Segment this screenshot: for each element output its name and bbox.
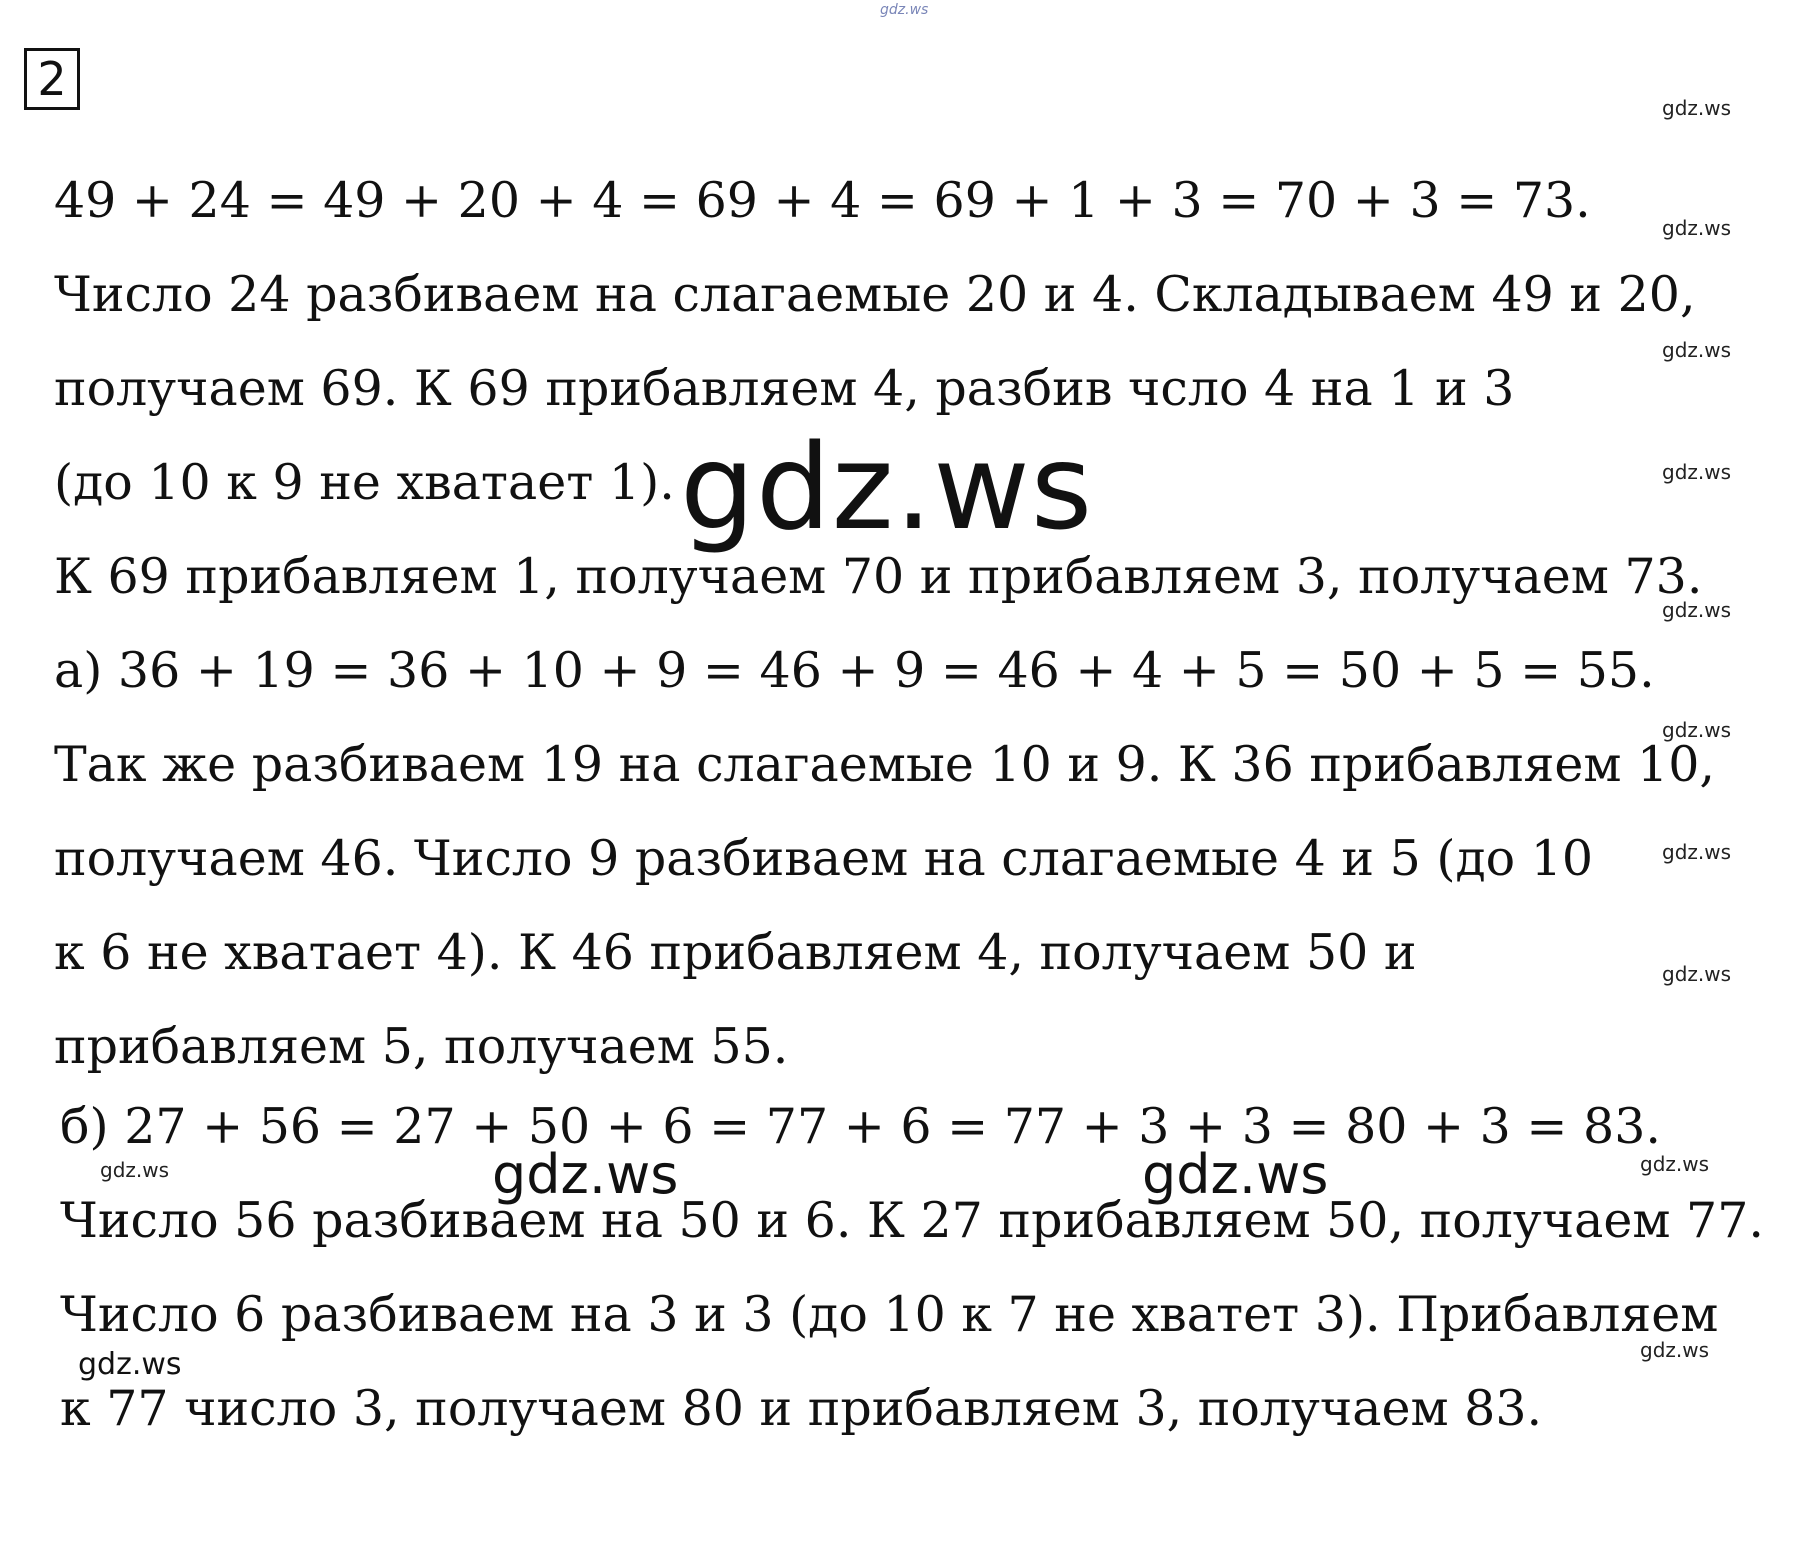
watermark-margin-9: gdz.ws <box>1640 1152 1710 1176</box>
watermark-margin-6: gdz.ws <box>1662 718 1732 742</box>
watermark-margin-5: gdz.ws <box>1662 598 1732 622</box>
solution-line-11: б) 27 + 56 = 27 + 50 + 6 = 77 + 6 = 77 + 3 + 3 = 80 + 3 = 83. <box>60 1098 1661 1155</box>
solution-line-4: (до 10 к 9 не хватает 1). <box>54 454 675 511</box>
watermark-margin-10: gdz.ws <box>100 1158 170 1182</box>
watermark-margin-8: gdz.ws <box>1662 962 1732 986</box>
watermark-margin-4: gdz.ws <box>1662 460 1732 484</box>
solution-line-3: получаем 69. К 69 прибавляем 4, разбив чсло 4 на 1 и 3 <box>54 360 1515 417</box>
watermark-large: gdz.ws <box>680 418 1094 556</box>
watermark-bottom-left: gdz.ws <box>78 1347 182 1382</box>
solution-line-13: Число 6 разбиваем на 3 и 3 (до 10 к 7 не хватет 3). Прибавляем <box>60 1286 1719 1343</box>
watermark-medium-left: gdz.ws <box>492 1143 679 1206</box>
watermark-margin-2: gdz.ws <box>1662 216 1732 240</box>
solution-line-8: получаем 46. Число 9 разбиваем на слагаемые 4 и 5 (до 10 <box>54 830 1594 887</box>
watermark-margin-1: gdz.ws <box>1662 96 1732 120</box>
solution-line-2: Число 24 разбиваем на слагаемые 20 и 4. Складываем 49 и 20, <box>54 266 1696 323</box>
solution-line-6: а) 36 + 19 = 36 + 10 + 9 = 46 + 9 = 46 + 4 + 5 = 50 + 5 = 55. <box>54 642 1655 699</box>
task-number-box: 2 <box>24 48 80 110</box>
solution-line-12: Число 56 разбиваем на 50 и 6. К 27 прибавляем 50, получаем 77. <box>60 1192 1764 1249</box>
watermark-margin-11: gdz.ws <box>1640 1338 1710 1362</box>
solution-line-9: к 6 не хватает 4). К 46 прибавляем 4, получаем 50 и <box>54 924 1417 981</box>
watermark-medium-right: gdz.ws <box>1142 1143 1329 1206</box>
solution-line-10: прибавляем 5, получаем 55. <box>54 1018 789 1075</box>
solution-line-5: К 69 прибавляем 1, получаем 70 и прибавляем 3, получаем 73. <box>54 548 1703 605</box>
solution-line-14: к 77 число 3, получаем 80 и прибавляем 3, получаем 83. <box>60 1380 1543 1437</box>
solution-line-7: Так же разбиваем 19 на слагаемые 10 и 9. К 36 прибавляем 10, <box>54 736 1715 793</box>
watermark-margin-7: gdz.ws <box>1662 840 1732 864</box>
solution-line-1: 49 + 24 = 49 + 20 + 4 = 69 + 4 = 69 + 1 + 3 = 70 + 3 = 73. <box>54 172 1591 229</box>
watermark-margin-3: gdz.ws <box>1662 338 1732 362</box>
watermark-top: gdz.ws <box>880 2 929 18</box>
